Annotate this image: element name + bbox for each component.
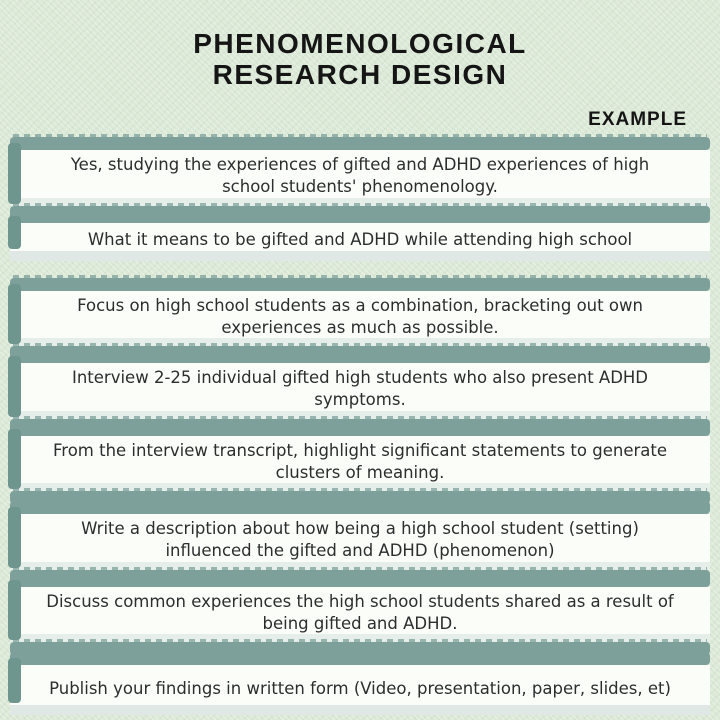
bar-top-stroke [10, 137, 710, 150]
bar-left-stroke [8, 507, 21, 568]
header [0, 0, 720, 131]
title-line-1: PHENOMENOLOGICAL [193, 27, 527, 59]
step-text-5: From the interview transcript, highlight significant statements to generate clusters of meaning. [52, 440, 667, 482]
bar-body [10, 514, 710, 570]
bar-left-stroke [8, 580, 21, 641]
step-text-3: Focus on high school students as a combination, bracketing out own experiences as much as possible. [77, 295, 643, 337]
bar-left-stroke [8, 284, 21, 345]
bar-left-stroke [8, 216, 21, 249]
bar-body [10, 291, 710, 347]
step-text-4: Interview 2-25 individual gifted high students who also present ADHD symptoms. [71, 368, 649, 410]
bar-left-stroke [8, 429, 21, 490]
bar-top-stroke [10, 210, 710, 223]
page-title [0, 28, 720, 91]
step-text-2: What it means to be gifted and ADHD while attending high school [87, 229, 633, 249]
step-text-8: Publish your findings in written form (Video, presentation, paper, slides, et) [49, 678, 671, 698]
step-text-6: Write a description about how being a high school student (setting) influenced the gifted and ADHD (phenomenon) [81, 519, 639, 561]
bar-body [10, 223, 710, 261]
bar-body [10, 665, 710, 715]
bar-left-stroke [8, 143, 21, 204]
steps-list [0, 137, 720, 715]
step-bar-7 [10, 574, 710, 656]
bar-body [10, 150, 710, 206]
bar-top-stroke [10, 501, 710, 514]
bar-body [10, 436, 710, 492]
step-text-1: Yes, studying the experiences of gifted and ADHD experiences of high school students' phenomenology. [70, 155, 650, 196]
bar-top-stroke [10, 574, 710, 587]
bar-left-stroke [8, 356, 21, 417]
bar-top-stroke [10, 652, 710, 665]
bar-body [10, 587, 710, 643]
bar-top-stroke [10, 278, 710, 291]
example-label: EXAMPLE [588, 109, 687, 131]
title-line-2: RESEARCH DESIGN [212, 59, 508, 91]
bar-body [10, 363, 710, 419]
bar-top-stroke [10, 350, 710, 363]
bar-left-stroke [8, 658, 21, 703]
bar-top-stroke [10, 423, 710, 436]
step-bar-8 [10, 652, 710, 715]
step-bar-5 [10, 423, 710, 505]
step-text-7: Discuss common experiences the high school students shared as a result of being gifted and ADHD. [46, 591, 674, 633]
step-bar-2 [10, 210, 710, 261]
